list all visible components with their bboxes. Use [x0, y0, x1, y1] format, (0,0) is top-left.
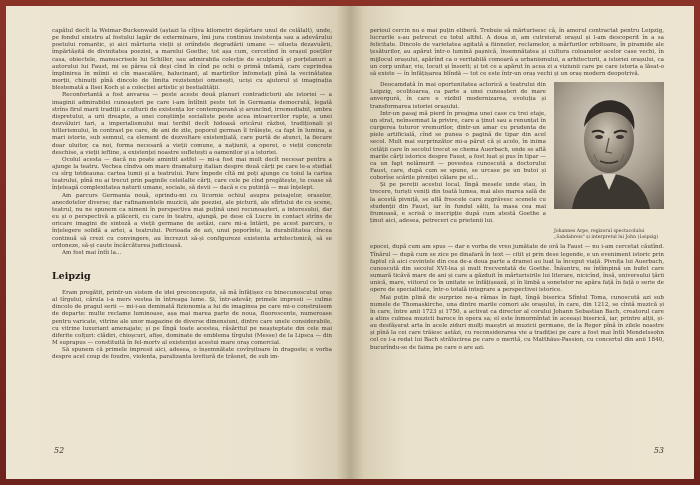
- paragraph: Eram pregătit, printr-un sistem de idei preconcepute, să mă înfățișez cu binecunoscutul oraș al tîrgului, cărula i-a mers vestea în întreaga lume. Și, într-adevăr, primele impresii — culme dincolo de pragul serii — mi-i-au deminată fizionomia a lui de imaginea pe care mi-o construisem de departe: multe reclame luminoase, așa mai marea parte de noua, fluorescente, numeroase pentru varicate, vitrine ale unor magazine de diverse dimensiuni, dintre care unele considerabile, cu vitrine luxuriant amenajate; și pe lîngă toate acestea, răsăritul pe neașteptate din cele mai diferite colțuri: clădiri, chioșcuri, afișe, dominate de emblema tîrgului (Messe) de la Lipsca — din M suprapus — constituită în fel-mortv al existenței acestui mare oraș comercial.: [52, 290, 332, 347]
- paragraph: Intr-un pasaj mă pierd în preajma unei case cu trei etaje, un strat, neînsemnat la privire, care a ținut sau a renunțat în curgerea tuturor vremurilor, dintr-un amar cu prudenta de piele artificială, cînd se punea o pagină de tipar din acel secol. Mult mai surprinzător mi-a părut că și acolo, în inima cetății care în secolul trecut se chema Auerbach, unde se află marile cărți istorice despre Faust, a fost luat și pus în tipar — ca un fapt nelămurit — povestea cunoscută a doctorului Faust, care, după cum se spune, se urcase pe un butoi și coborîse scările pivniței călare pe el...: [370, 110, 546, 182]
- photo-caption: Johannes Arpe, regizorul spectacolului „Sabdabreis" și interpretul lui John (Leipzig): [554, 229, 659, 240]
- photo-section: [370, 82, 664, 225]
- section-heading: Leipzig: [52, 271, 91, 282]
- left-page: [6, 6, 350, 479]
- paragraph: Am fost mai întîi la...: [62, 249, 122, 256]
- page-number: 52: [54, 446, 65, 455]
- paragraph: Am parcurs Germania nouă, oprindu-mi cu licornie ochiul asupra peisajelor, oraselor, anecdotelor diverse; dar rafinamentele muzicii, ale poeziei, ale picturii, ale sfîrtului de cu scene, teatrul, nu ne spunem ca nimeni în perspectiva mai puțină unei recunoașteri, a interesului, dar eu și o perspectivă a plăcerii, cu care în teatru, ajungă, pe dese că Lucru în contact strîns de oricare imagini de sinteză a vieții germane de astăzi, care mi-a întărit, pe acest parcurs, o înțelegere solidă a artei, a teatrului. Perioada de azi, unui poporînte, la durabilitatea cîncea continuă să crezi cu convingere, au încrezut să-și configureze existenta arhitectonică, să se ordoneze, să-și caute încărcăturea judicioasă.: [52, 192, 332, 249]
- wrapped-text: [370, 82, 554, 225]
- portrait-illustration: [554, 82, 664, 209]
- paragraph: Să spunem că primele impresii aici, adesea, o înșemnătate covîrșitoare în dragoste; e vorba despre acel coup de foudre, violenta, paralizanta lovitură de trăsnet, de sub im-: [52, 347, 332, 361]
- portrait-photo: [554, 82, 664, 209]
- paragraph: Reconfortantă a fost anvarea — peste aceste două planuri contradictorii ale istoriei — a imaginii admirabilei cunoașteri pe care i-am întîlnit peste tot în Germania democrată, legată strîns firul marii tradiții a culturii de existența lor contemporană și arunclnd, irremediabil, umbra dispretului, a urii dreapte, a unei conștiințe socialiste peste acea intoarcerilor rupte, a unei dezvăluiri tari, a imperialismului mai teribil decît hidoasă oricărui război, tradiționali și hitlerismului, în contrast pe care, de ani de zile, poporul german îl trăiește, ca fapt în lumina, a mari istorie, sub semnul, ca element de dezvoltare existențială, care purtă de atunci, la fiecare doar uluitor, ca noi, forma necesară a vieții comune, a națiunii, a operei, o vieții concrete deschise, a vieții ieftine, a existenței noastre sufletești a oamenilor și a istoriei.: [52, 92, 332, 156]
- right-page-text-lower: [370, 244, 664, 351]
- paragraph: capătul decît la Weimar-Buckenwald (aștazi la cîțiva kilometri depărtare unul de celălalt), unde, pe fondul sinistru al fostului lagăr de exterminare, îmi jura continuu insistența sau a adevărului poetului romantic, și aici mărturia vieții și oriîndele degradării umane — silueta dezavuării, împărtășită de divinitatea poeziei, a marelui Goethe; tot așa cum, cercetînd în orașul poeților casa, obiectele, manuscrisele lui Schiller, sau admirabila colecție de sculptură și porțelanuri a autorului lui Faust, mi se părea că deși cînd în cînd pe ochi o primă infamă, care cuprindea împlinirea în mîinii ei cîn mascalăre, halucinant, al martirilor înfometați pînă la vecinătatea morții, chinuiți pînă dincolo de limita rezistenței omenești, uciși cu ajutorul și imaginația blestemată a Ilsei Koch și a colecției artistic și bestialității.: [52, 28, 332, 92]
- page-number: 53: [653, 446, 664, 455]
- caption-row: [370, 229, 664, 240]
- paragraph: Mai puțin plină de surprize ne-a rămas în fapt, lîngă biserica Sfîntul Toma, cunoscută azi sub numele de Thomaskirche, una dintre marile comori ale orașului, în care, din 1212, se cîntă muzică și în care, între anii 1723 și 1750, a activat ca director al corului Johann Sebastian Bach, creatorul care a atins culmea muzicii baroce în opera sa; el este înmormîntat în aceeași biserică, iar, printre alții, și-au desfășurat arta în acele ziduri mulți maeștri ai muzicii germane, de la Reger pînă în zilele noastre și pînă la cei care trăiesc astăzi, cu reconsiderarea vie a tradiției pe care a fost mai întîi Mendelssohn cel ce i-a redat lui Bach strălucirea pe care o merită, cu Matthäus-Passion, cu concertul din anii 1840, bucurîndu-se de faima pe care o are azi.: [370, 294, 664, 351]
- paragraph: Ocolul acesta — dacă nu poate amintit astfel — mi-a fost mai mult decît necesar pentru a ajunge la teatru. Vechea cîndva om mare dramaturg italian despre două cărți pe care le-a studiat cu sîrg totdeauna: cartea lumii și a teatrului. Pare împede cîtă mi poți ajunge cu toiul la cartea teatrului, pînă nu ai trecut prin paginile celeilalte cărți, care cele pe cînd pregătește, te coase să înțeleagă complexitatea naturii umane, sociale, să devii — dacă e cu putință — mai înțelept.: [52, 156, 332, 192]
- right-page-text: [370, 28, 664, 78]
- paragraph: Și pe pereții acestui local, lîngă mesele unde stau, în trecere, turiști veniți din toată lumea, mai ales marea sală de la acestă pivniță, se află frescele care zugrăvesc scenele cu studenții din Faust, iar în fundul sălii, la masa cea mai frumoasă, e scrisă o inscripție după cum atestă Goethe a ținut aici, adesea, petreceri cu prietenii lui.: [370, 182, 546, 225]
- paragraph: Deocamdată în mai oportunitatea actorică a teatrului din Leipzig, ocolitoarea, ca parte a unei cunoașteri de mare anvergură, în care e vizibil modernizarea, evoluția și transformarea istoriei orașului.: [370, 82, 546, 110]
- left-page-text: [52, 28, 332, 257]
- paragraph: perioul cercin nu e mai puțin eliberă. Trebuie să mărturisesc că, în amorul contractat pentru Leipzig, lucrurile s-au petrecut cu totul altfel. A doua zi, am cutreierat orașul și l-am descoperit în a sa felicitate. Dincolo de varietatea agitată a fiinnelor, reclamelor, a mărfurilor orbitoare, în piramide ale țesăturilor, au apărut într-o lumină pașnică, însemnătatea și cultura coloanelor acelor case vechi, în mijlocul orașului, apărînd ca o veritabilă comoară a urbanismului, a arhitecturii, a istoriei orașului, ca un corp unitar, viu, locuit și însorit; și tot ce a apărut în acea zi a viziunii care pe care istoria a lăsat-o să existe — în înfățișarea blîndă — tot ce este într-un oraș vechi și un oraș modern deopotrivă.: [370, 28, 664, 77]
- left-page-text-lower: [52, 290, 332, 362]
- right-page: [350, 6, 694, 479]
- paragraph: epocei, după cum am spus — dar e vorba de vreo jumătate de oră la Faust — nu i-am cercetat căutînd. Tînărul — după cum se zice pe dinafară în text — citit și prin dese legende, e un eveniment istoric prin faptul că aici cuvintele din cea de-a doua parte a dramei au luat la început viață. Pivnița lui Auerbach, cunoscută din secolul XVI-lea și mult frecventată de Goethe. Înăuntru, ne întîmpină un bufet care sumară ticăvă mare de ani și care a găzduit în mărturisirile lui literare, nicicînd, însă, universului țării unică, mare, viitorul ce în unitate se înfățișează, și în limbă a sonetelor ne apăra față în față o serie de opere de specialitate, într-o totală integrare a perspectivei istorice.: [370, 244, 664, 294]
- book-spread: [6, 6, 694, 479]
